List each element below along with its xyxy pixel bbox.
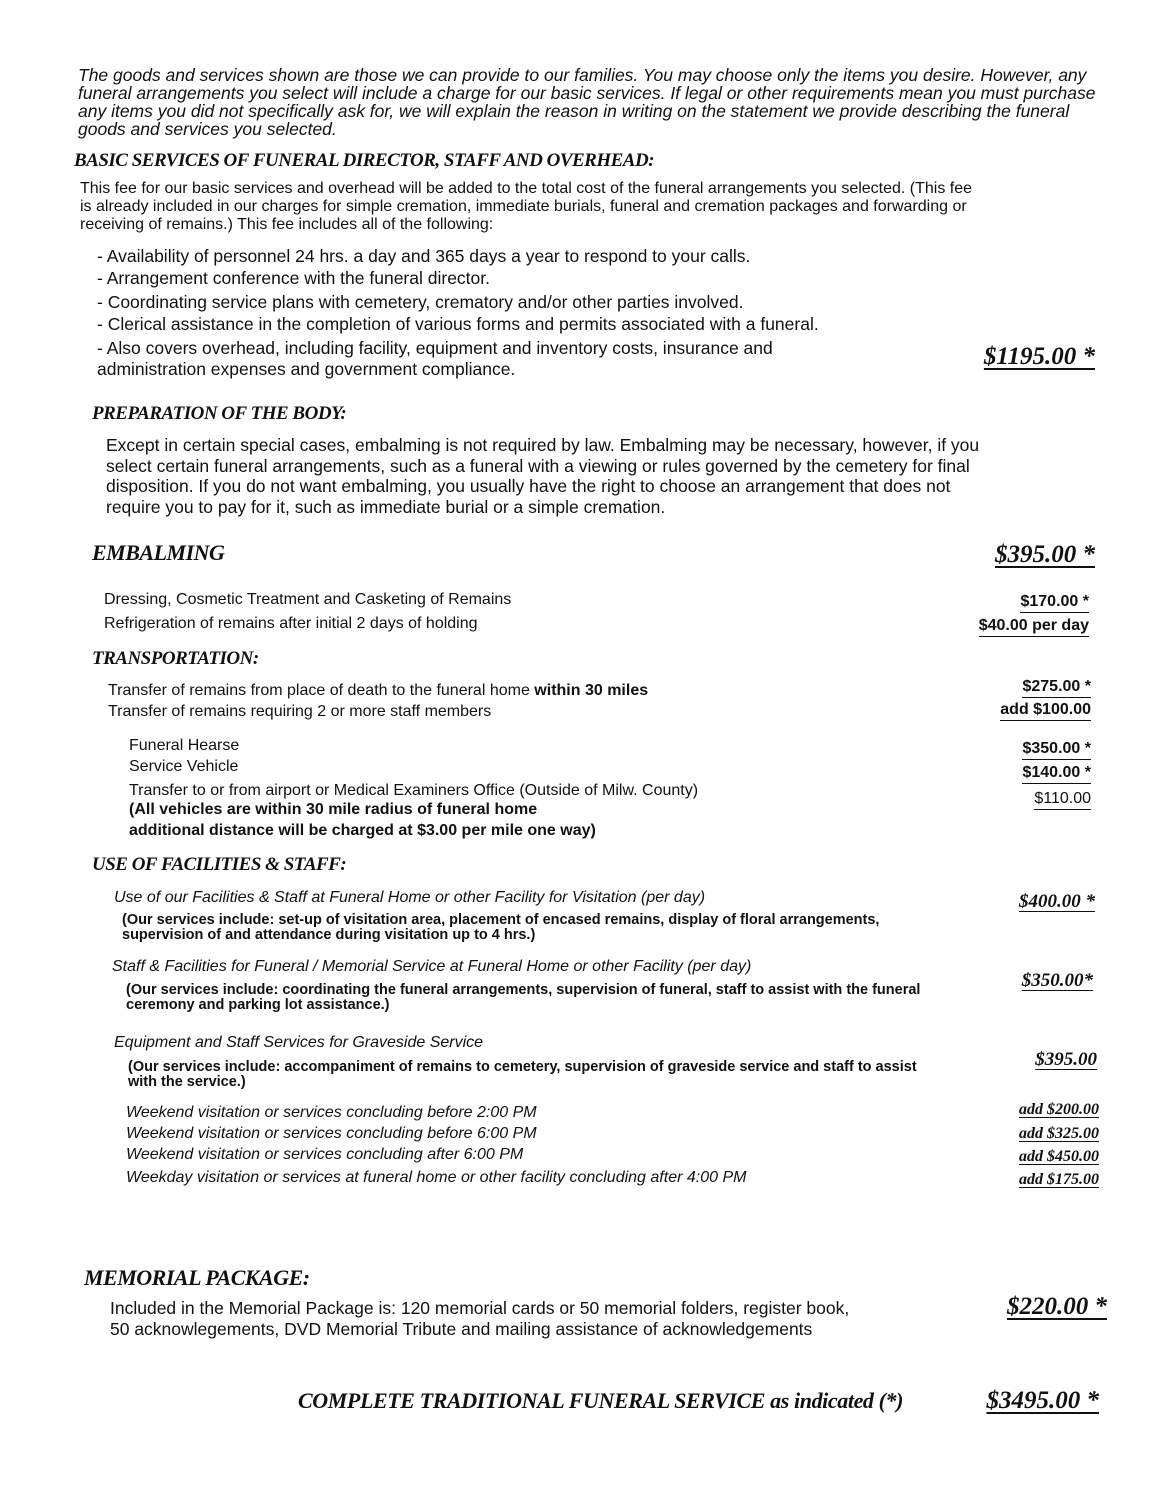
visitation-label: Use of our Facilities & Staff at Funeral Home or other Facility for Visitation (per day) [114,889,706,906]
service-vehicle-price: $140.00 * [1022,764,1091,784]
transfer-30-miles-label [108,682,648,700]
basic-services-description: This fee for our basic services and overhead will be added to the total cost of the funeral arrangements you selected. (This fee is already included in our charges for simple cremation, immediate burials, funeral and cremation packages and forwarding or receiving of remains.) This fee includes all of the following: [80,180,973,233]
transfer-30-miles-bold: within 30 miles [534,682,649,699]
transfer-staff-price: add $100.00 [1000,701,1091,721]
airport-transfer-label: Transfer to or from airport or Medical Examiners Office (Outside of Milw. County) [129,782,699,799]
extra-weekend-after-6pm-price: add $450.00 [1019,1148,1099,1165]
vehicle-radius-note: (All vehicles are within 30 mile radius of funeral home [129,801,538,818]
preparation-heading: PREPARATION OF THE BODY: [92,403,347,424]
funeral-service-note: (Our services include: coordinating the funeral arrangements, supervision of funeral, staff to assist with the funeral ceremony and parking lot assistance.) [126,982,921,1013]
total-price: $3495.00 * [986,1387,1099,1414]
extra-weekend-6pm-label: Weekend visitation or services concluding before 6:00 PM [126,1125,537,1142]
facilities-heading: USE OF FACILITIES & STAFF: [92,854,347,875]
additional-distance-note: additional distance will be charged at $3.00 per mile one way) [129,822,596,839]
embalming-heading: EMBALMING [92,540,225,565]
basic-item-coordinating: - Coordinating service plans with cemetery, crematory and/or other parties involved. [97,292,744,312]
basic-services-price: $1195.00 * [983,343,1095,370]
transportation-heading: TRANSPORTATION: [92,648,259,669]
preparation-description: Except in certain special cases, embalming is not required by law. Embalming may be necessary, however, if you select certain funeral arrangements, such as a funeral with a viewing or rules governed by the cemetery for final disposition. If you do not want embalming, you usually have the right to choose an arrangement that does not require you to pay for it, such as immediate burial or a simple cremation. [106,435,980,517]
extra-weekday-after-4pm-label: Weekday visitation or services at funeral home or other facility concluding after 4:00 PM [126,1169,747,1186]
refrigeration-price: $40.00 per day [979,617,1089,637]
total-label [298,1388,903,1414]
memorial-heading: MEMORIAL PACKAGE: [84,1265,310,1290]
extra-weekend-2pm-label: Weekend visitation or services concluding before 2:00 PM [126,1104,537,1121]
funeral-service-label: Staff & Facilities for Funeral / Memorial Service at Funeral Home or other Facility (per day) [112,958,752,975]
embalming-price: $395.00 * [995,541,1095,568]
basic-item-overhead: - Also covers overhead, including facility, equipment and inventory costs, insurance and administration expenses and government compliance. [97,338,773,379]
hearse-label: Funeral Hearse [129,737,240,754]
airport-transfer-price: $110.00 [1034,790,1091,810]
transfer-staff-label: Transfer of remains requiring 2 or more staff members [108,703,492,720]
graveside-label: Equipment and Staff Services for Graveside Service [114,1034,484,1051]
basic-item-clerical: - Clerical assistance in the completion of various forms and permits associated with a funeral. [97,314,819,334]
graveside-price: $395.00 [1035,1049,1097,1070]
dressing-price: $170.00 * [1020,593,1089,613]
graveside-note: (Our services include: accompaniment of remains to cemetery, supervision of graveside service and staff to assist with the service.) [128,1059,917,1090]
funeral-service-price: $350.00* [1021,970,1093,991]
extra-weekday-after-4pm-price: add $175.00 [1019,1171,1099,1188]
extra-weekend-after-6pm-label: Weekend visitation or services concluding after 6:00 PM [126,1146,524,1163]
refrigeration-label: Refrigeration of remains after initial 2 days of holding [104,615,478,632]
dressing-label: Dressing, Cosmetic Treatment and Casketing of Remains [104,591,512,608]
transfer-30-miles-price: $275.00 * [1022,678,1091,698]
basic-item-conference: - Arrangement conference with the funeral director. [97,268,490,288]
extra-weekend-2pm-price: add $200.00 [1019,1101,1099,1118]
total-label-tail: as indicated (*) [770,1388,904,1413]
visitation-note: (Our services include: set-up of visitation area, placement of encased remains, display of floral arrangements, supervision of and attendance during visitation up to 4 hrs.) [122,912,880,943]
memorial-description: Included in the Memorial Package is: 120 memorial cards or 50 memorial folders, register book, 50 acknowlegements, DVD Memorial Tribute and mailing assistance of acknowledgements [110,1298,850,1339]
basic-item-availability: - Availability of personnel 24 hrs. a day and 365 days a year to respond to your calls. [97,246,751,266]
total-label-main: COMPLETE TRADITIONAL FUNERAL SERVICE [298,1388,766,1413]
visitation-price: $400.00 * [1019,891,1095,912]
transfer-30-miles-text: Transfer of remains from place of death to the funeral home [108,682,530,699]
intro-paragraph: The goods and services shown are those we can provide to our families. You may choose only the items you desire. However, any funeral arrangements you select will include a charge for our basic services. If legal or other requirements mean you must purchase any items you did not specifically ask for, we will explain the reason in writing on the statement we provide describing the funeral goods and services you selected. [78,65,1096,139]
extra-weekend-6pm-price: add $325.00 [1019,1125,1099,1142]
memorial-price: $220.00 * [1007,1293,1107,1320]
basic-services-heading: BASIC SERVICES OF FUNERAL DIRECTOR, STAFF AND OVERHEAD: [74,150,655,171]
hearse-price: $350.00 * [1022,740,1091,760]
service-vehicle-label: Service Vehicle [129,758,239,775]
